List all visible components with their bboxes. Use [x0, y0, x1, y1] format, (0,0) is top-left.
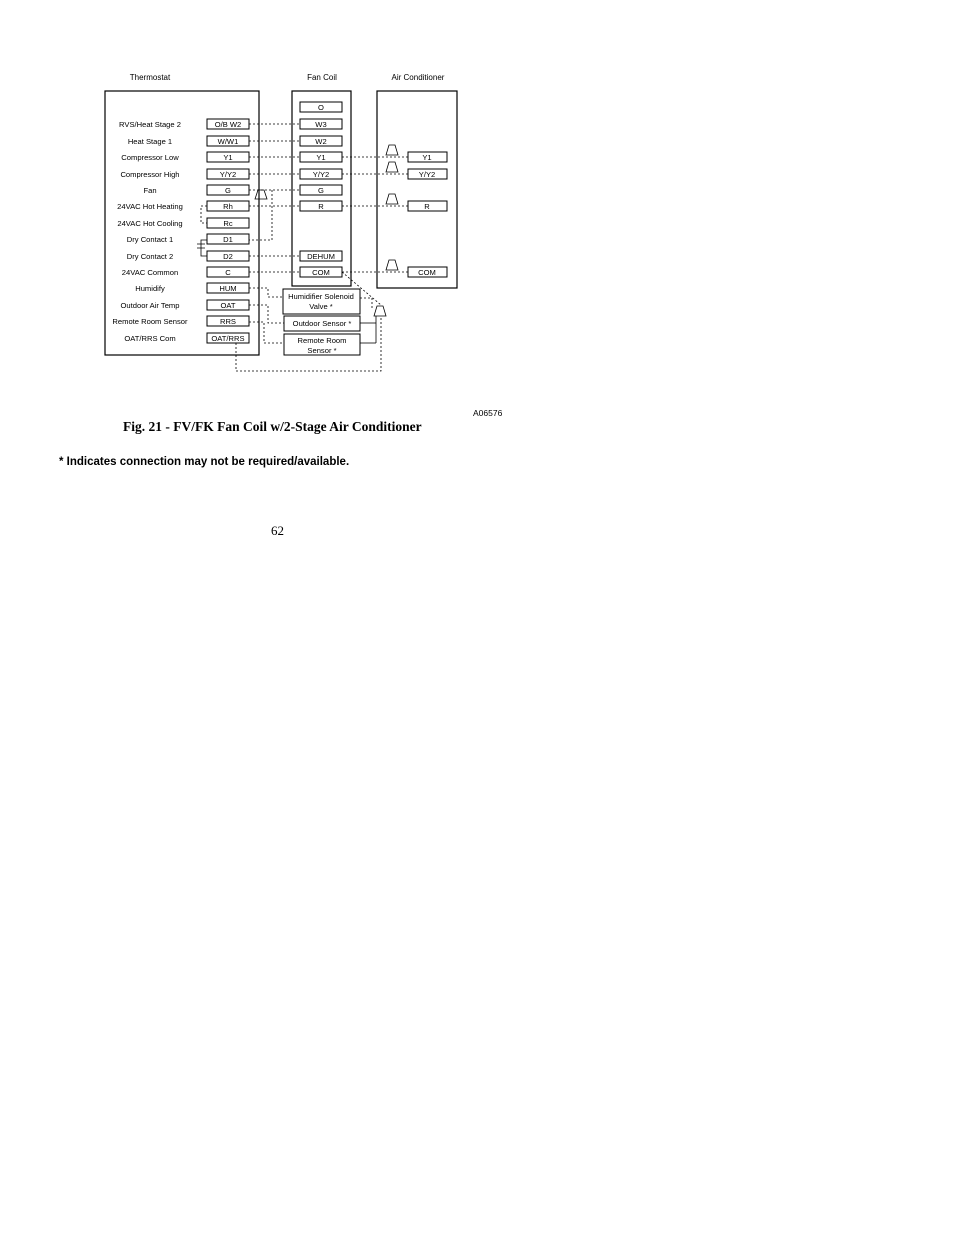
fan-coil-terminal: W2 [315, 137, 327, 146]
fan-coil-terminal: O [318, 103, 324, 112]
thermostat-terminal: RRS [219, 317, 237, 326]
ac-terminal: Y/Y2 [418, 170, 436, 179]
thermostat-label: Remote Room Sensor [112, 317, 188, 326]
outdoor-sensor-label: Outdoor Sensor * [292, 319, 352, 328]
thermostat-label: Humidify [135, 284, 165, 293]
connector-icon [374, 306, 386, 316]
fan-coil-terminal: Y1 [316, 153, 326, 162]
thermostat-label: Heat Stage 1 [127, 137, 173, 146]
thermostat-terminal: OAT [220, 301, 236, 310]
thermostat-label: 24VAC Common [121, 268, 179, 277]
thermostat-terminal: HUM [219, 284, 237, 293]
page-number: 62 [271, 523, 284, 538]
thermostat-label: Outdoor Air Temp [120, 301, 180, 310]
footnote: * Indicates connection may not be required/available. [59, 456, 350, 468]
thermostat-terminal: W/W1 [217, 137, 239, 146]
thermostat-terminal: D2 [223, 252, 233, 261]
thermostat-label: Dry Contact 1 [126, 235, 174, 244]
ac-terminal: COM [418, 268, 436, 277]
air-conditioner-box [377, 91, 457, 288]
fan-coil-terminal-list [300, 102, 342, 277]
fan-coil-header: Fan Coil [307, 73, 337, 82]
thermostat-terminal: C [225, 268, 231, 277]
wire-humidifier-com [360, 298, 372, 310]
thermostat-terminal: Rc [223, 219, 233, 228]
ac-terminal: R [424, 202, 430, 211]
thermostat-terminal: Y1 [223, 153, 233, 162]
remote-room-label-line1: Remote Room [297, 336, 347, 345]
humidifier-label-line1: Humidifier Solenoid [288, 292, 354, 301]
fan-coil-terminal: R [318, 202, 324, 211]
humidifier-label-line2: Valve * [309, 302, 333, 311]
fan-coil-terminal: COM [312, 268, 330, 277]
air-conditioner-header: Air Conditioner [391, 73, 445, 82]
figure-code: A06576 [473, 408, 503, 418]
thermostat-label: 24VAC Hot Heating [117, 202, 183, 211]
fan-coil-terminal: Y/Y2 [312, 170, 330, 179]
thermostat-terminal: Rh [223, 202, 233, 211]
thermostat-header: Thermostat [129, 73, 171, 82]
remote-room-label-line2: Sensor * [307, 346, 337, 355]
thermostat-terminal: OAT/RRS [211, 334, 245, 343]
ac-terminal: Y1 [422, 153, 432, 162]
accessory-list [283, 289, 360, 355]
thermostat-label: Compressor Low [121, 153, 179, 162]
fan-coil-terminal: DEHUM [307, 252, 335, 261]
thermostat-terminal: D1 [223, 235, 233, 244]
thermostat-label: Dry Contact 2 [126, 252, 174, 261]
thermostat-label: Fan [143, 186, 157, 195]
thermostat-label: 24VAC Hot Cooling [117, 219, 183, 228]
thermostat-terminal: G [225, 186, 231, 195]
figure-caption: Fig. 21 - FV/FK Fan Coil w/2-Stage Air Conditioner [123, 419, 422, 434]
thermostat-label: Compressor High [120, 170, 180, 179]
fan-coil-terminal: W3 [315, 120, 327, 129]
thermostat-terminal: O/B W2 [214, 120, 242, 129]
thermostat-terminal: Y/Y2 [219, 170, 237, 179]
fan-coil-terminal: G [318, 186, 324, 195]
thermostat-label: OAT/RRS Com [124, 334, 176, 343]
thermostat-label: RVS/Heat Stage 2 [119, 120, 181, 129]
